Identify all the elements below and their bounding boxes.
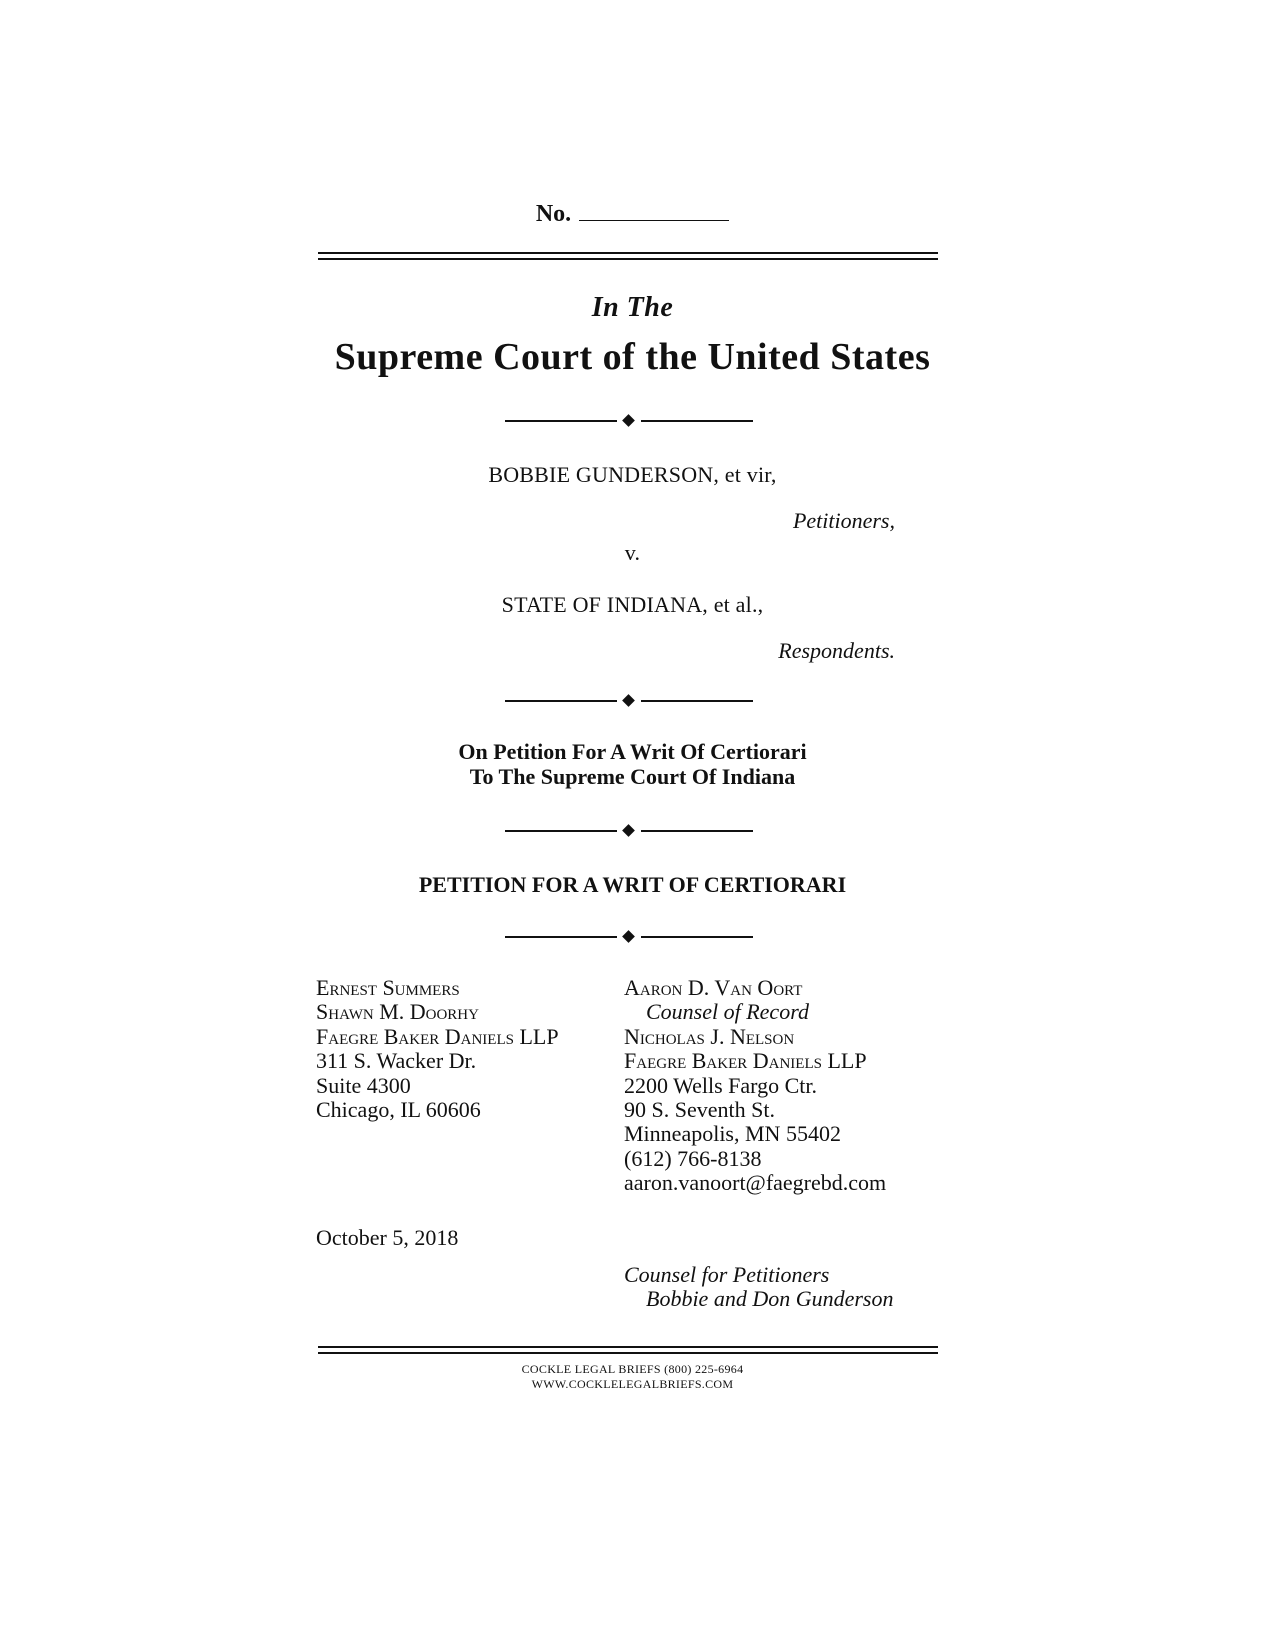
- counsel-left-block: [316, 976, 559, 1122]
- divider-ornament: [505, 414, 753, 428]
- counsel-right-city: Minneapolis, MN 55402: [624, 1121, 841, 1147]
- diamond-icon: [622, 694, 635, 707]
- counsel-left-name-2: Shawn M. Doorhy: [316, 999, 479, 1025]
- divider-ornament: [505, 824, 753, 838]
- counsel-of-record: Counsel of Record: [646, 999, 809, 1025]
- filing-date: October 5, 2018: [316, 1225, 459, 1250]
- petitioner-role: Petitioners,: [792, 508, 895, 533]
- counsel-left-firm: Faegre Baker Daniels LLP: [316, 1023, 559, 1049]
- counsel-right-block: [624, 976, 886, 1196]
- divider-ornament: [505, 694, 753, 708]
- counsel-right-name-2: Nicholas J. Nelson: [624, 1023, 795, 1049]
- petition-title: PETITION FOR A WRIT OF CERTIORARI: [418, 872, 847, 897]
- in-the-heading: In The: [591, 292, 674, 323]
- counsel-right-street-2: 90 S. Seventh St.: [624, 1097, 775, 1123]
- petition-line-1: On Petition For A Writ Of Certiorari: [458, 739, 807, 764]
- respondent-role: Respondents.: [778, 638, 895, 663]
- docket-number: [0, 200, 1265, 228]
- counsel-right-phone: (612) 766-8138: [624, 1145, 762, 1171]
- counsel-right-street: 2200 Wells Fargo Ctr.: [624, 1072, 817, 1098]
- diamond-icon: [622, 824, 635, 837]
- diamond-icon: [622, 930, 635, 943]
- footer-line-1: COCKLE LEGAL BRIEFS (800) 225-6964: [521, 1362, 744, 1376]
- footer-line-2: WWW.COCKLELEGALBRIEFS.COM: [531, 1377, 734, 1391]
- counsel-left-name-1: Ernest Summers: [316, 975, 460, 1000]
- respondent-name: STATE OF INDIANA, et al.,: [501, 592, 764, 617]
- counsel-left-city: Chicago, IL 60606: [316, 1097, 481, 1123]
- petitioner-name: BOBBIE GUNDERSON, et vir,: [488, 462, 777, 487]
- counsel-right-name-1: Aaron D. Van Oort: [624, 975, 803, 1000]
- bottom-double-rule: [318, 1346, 938, 1354]
- counsel-for-block: [624, 1263, 893, 1312]
- divider-ornament: [505, 930, 753, 944]
- counsel-for-line-2: Bobbie and Don Gunderson: [646, 1286, 894, 1312]
- docket-label: No.: [535, 201, 572, 227]
- counsel-right-email: aaron.vanoort@faegrebd.com: [624, 1170, 887, 1196]
- counsel-left-suite: Suite 4300: [316, 1072, 411, 1098]
- docket-blank-line: [579, 200, 729, 221]
- versus: v.: [624, 540, 641, 565]
- counsel-for-line-1: Counsel for Petitioners: [624, 1262, 830, 1287]
- petition-line-2: To The Supreme Court Of Indiana: [469, 764, 796, 789]
- top-double-rule: [318, 252, 938, 260]
- diamond-icon: [622, 414, 635, 427]
- counsel-right-firm: Faegre Baker Daniels LLP: [624, 1048, 867, 1074]
- counsel-left-street: 311 S. Wacker Dr.: [316, 1048, 477, 1074]
- court-title: Supreme Court of the United States: [334, 336, 931, 378]
